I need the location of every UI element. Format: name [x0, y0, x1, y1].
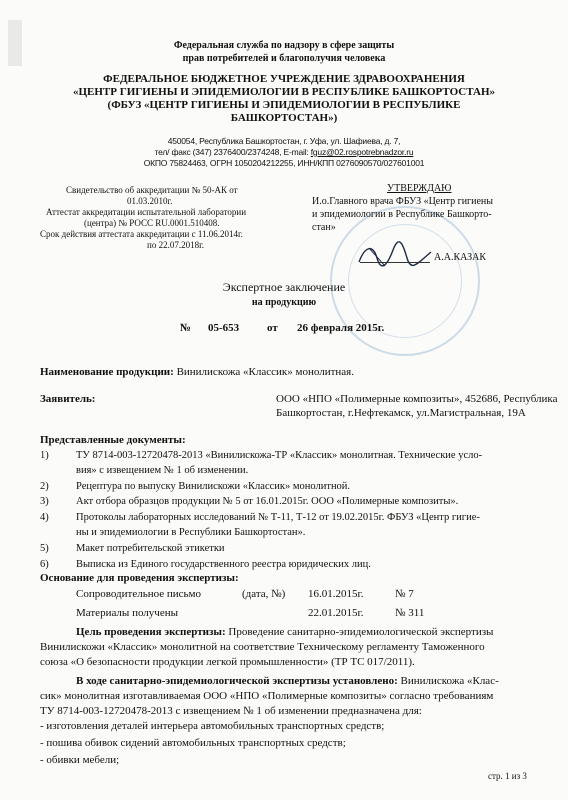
document-item-text: Макет потребительской этикетки	[76, 543, 225, 554]
org-codes: ОКПО 75824463, ОГРН 1050204212255, ИНН/КПП 0276090570/027601001	[143, 158, 425, 168]
product-line	[40, 366, 354, 378]
org-email-link[interactable]: fguz@02.rospotrebnadzor.ru	[310, 147, 414, 157]
approval-signer: А.А.КАЗАК	[434, 252, 486, 263]
findings-label: В ходе санитарно-эпидемиологической экспертизы установлено:	[76, 675, 398, 687]
purpose-line-3: союза «О безопасности продукции легкой промышленности» (ТР ТС 017/2011).	[40, 656, 415, 668]
basis-materials-date: 22.01.2015г.	[308, 607, 364, 619]
purpose-label-text: Цель проведения экспертизы:	[76, 626, 226, 638]
document-item-text: Протоколы лабораторных исследований № Т-11, Т-12 от 19.02.2015г. ФБУЗ «Центр гигие- ны и эпидемиологии в Республики Башкортостан».	[76, 512, 480, 538]
product-label: Наименование продукции:	[40, 366, 174, 378]
applicant-line-1: ООО «НПО «Полимерные композиты», 452686, Республика	[276, 393, 558, 405]
document-item-number: 1)	[40, 450, 49, 461]
document-item-text: Акт отбора образцов продукции № 5 от 16.01.2015г. ООО «Полимерные композиты».	[76, 496, 459, 507]
date-from-label: от	[267, 322, 278, 334]
approval-line-3: стан»	[312, 222, 336, 233]
basis-materials-name: Материалы получены	[76, 607, 178, 619]
approval-line-1: И.о.Главного врача ФБУЗ «Центр гигиены	[312, 196, 494, 207]
document-title: Экспертное заключение	[222, 280, 346, 294]
document-item-number: 6)	[40, 559, 49, 570]
basis-letter-date: 16.01.2015г.	[308, 588, 364, 600]
org-address: 450054, Республика Башкортостан, г. Уфа, ул. Шафиева, д. 7,	[167, 136, 401, 146]
basis-letter-name: Сопроводительное письмо	[76, 588, 201, 600]
approval-line-2: и эпидемиологии в Республике Башкорто-	[312, 209, 492, 220]
accreditation-line-3: Аттестат аккредитации испытательной лаборатории	[46, 207, 247, 217]
org-line-4: БАШКОРТОСТАН»)	[230, 112, 338, 124]
org-line-3: (ФБУЗ «ЦЕНТР ГИГИЕНЫ И ЭПИДЕМИОЛОГИИ В РЕСПУБЛИКЕ	[107, 99, 461, 111]
purpose-lead: Проведение санитарно-эпидемиологической экспертизы	[225, 626, 494, 638]
findings-bullet-2: - пошива обивок сидений автомобильных транспортных средств;	[40, 737, 346, 749]
page-counter: стр. 1 из 3	[488, 771, 527, 781]
signature-line	[360, 262, 430, 263]
org-phones: тел/ факс (347) 2376400/2374248, E-mail:	[154, 147, 311, 157]
accreditation-line-5: Срок действия аттестата аккредитации с 11.06.2014г.	[40, 229, 243, 239]
document-number: 05-653	[208, 322, 240, 334]
documents-label: Представленные документы:	[40, 434, 186, 446]
document-date: 26 февраля 2015г.	[297, 322, 385, 334]
org-contacts	[0, 147, 568, 157]
document-item-number: 4)	[40, 512, 49, 523]
document-subtitle: на продукцию	[251, 297, 317, 308]
accreditation-line-1: Свидетельство об аккредитации № 50-АК от	[66, 185, 238, 195]
handwritten-signature	[355, 240, 435, 270]
accreditation-line-4: (центра) № РОСС RU.0001.510408.	[84, 218, 220, 228]
approval-title: УТВЕРЖДАЮ	[387, 183, 452, 194]
document-item-number: 3)	[40, 496, 49, 507]
findings-lead: Винилискожа «Клас-	[397, 675, 499, 687]
applicant-line-2: Башкортостан, г.Нефтекамск, ул.Магистральная, 19А	[276, 407, 526, 419]
document-item-text: Рецептура по выпуску Винилискожи «Классик» монолитной.	[76, 481, 351, 492]
accreditation-line-2: 01.03.2010г.	[127, 196, 173, 206]
basis-label: Основание для проведения экспертизы:	[40, 572, 239, 584]
basis-letter-paren: (дата, №)	[242, 588, 286, 600]
org-line-2: «ЦЕНТР ГИГИЕНЫ И ЭПИДЕМИОЛОГИИ В РЕСПУБЛИКЕ БАШКОРТОСТАН»	[72, 86, 496, 98]
basis-materials-number: № 311	[395, 607, 425, 619]
findings-line-2: сик» монолитная изготавливаемая ООО «НПО «Полимерные композиты» согласно требованиям	[40, 690, 494, 702]
purpose-line-2: Винилискожи «Классик» монолитной на соответствие Техническому регламенту Таможенного	[40, 641, 485, 653]
agency-line-2: прав потребителей и благополучия человека	[182, 53, 386, 64]
findings-bullet-3: - обивки мебели;	[40, 754, 120, 766]
findings-line-1	[76, 675, 499, 687]
applicant-label: Заявитель:	[40, 393, 96, 405]
document-item-number: 2)	[40, 481, 49, 492]
findings-bullet-1: - изготовления деталей интерьера автомобильных транспортных средств;	[40, 720, 385, 732]
purpose-line-1	[76, 626, 493, 638]
number-label: №	[180, 322, 192, 334]
findings-line-3: ТУ 8714-003-12720478-2013 с извещением № 1 об изменении предназначена для:	[40, 705, 422, 717]
accreditation-line-6: по 22.07.2018г.	[147, 240, 204, 250]
basis-letter-number: № 7	[395, 588, 414, 600]
org-line-1: ФЕДЕРАЛЬНОЕ БЮДЖЕТНОЕ УЧРЕЖДЕНИЕ ЗДРАВООХРАНЕНИЯ	[103, 73, 465, 85]
document-item-number: 5)	[40, 543, 49, 554]
document-item-text: ТУ 8714-003-12720478-2013 «Винилискожа-ТР «Классик» монолитная. Технические усло- вия» с извещением № 1 об изменении.	[76, 450, 483, 476]
document-item-text: Выписка из Единого государственного реестра юридических лиц.	[76, 559, 371, 570]
product-value: Винилискожа «Классик» монолитная.	[173, 366, 354, 378]
agency-line-1: Федеральная служба по надзору в сфере защиты	[173, 40, 395, 51]
